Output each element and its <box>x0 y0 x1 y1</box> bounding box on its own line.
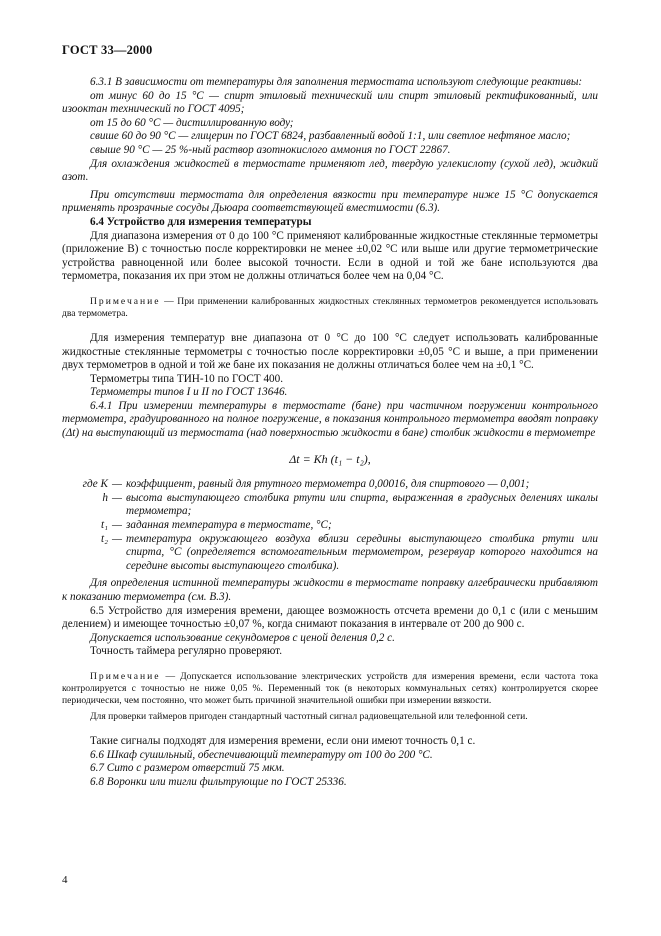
reagent-range-3: свише 60 до 90 °С — глицерин по ГОСТ 6824, разбавленный водой 1:1, или светлое нефтяное масло; <box>90 130 571 143</box>
definition-label: t₂ <box>101 532 108 545</box>
note-1-label: Примечание <box>90 295 161 307</box>
page-header: ГОСТ 33—2000 <box>62 43 153 57</box>
definition-label: где K <box>82 478 108 491</box>
definition-label: t₁ <box>101 519 108 532</box>
definition-t1: t₁ — заданная температура в термостате, °С; <box>62 519 598 533</box>
true-temperature-paragraph: Для определения истинной температуры жидкости в термостате поправку алгебраически прибавляют к показанию термометра (см. В.3). <box>62 577 598 603</box>
clause-6-4-1: 6.4.1 При измерении температуры в термостате (бане) при частичном погружении контрольного термометра, градуированного на полное погружение, в показания контрольного термометра вводят поправку (Δt) на выступающий из термостата (над поверхностью жидкости в бане) столбик жидкости в термометре <box>62 399 598 440</box>
note-1-text: — При применении калиброванных жидкостных стеклянных термометров рекомендуется использовать два термометра. <box>62 295 598 319</box>
definition-text: заданная температура в термостате, °С; <box>126 519 332 532</box>
thermometer-type-tin: Термометры типа ТИН-10 по ГОСТ 400. <box>90 372 284 385</box>
signals-paragraph: Такие сигналы подходят для измерения времени, если они имеют точность 0,1 с. <box>90 734 476 747</box>
definition-text: высота выступающего столбика ртути или спирта, выраженная в градусных делениях шкалы термометра; <box>126 491 598 518</box>
thermometer-types-gost: Термометры типов I и II по ГОСТ 13646. <box>90 386 288 399</box>
clause-6-6: 6.6 Шкаф сушильный, обеспечивающий температуру от 100 до 200 °С. <box>90 748 433 761</box>
definition-k: где K — коэффициент, равный для ртутного термометра 0,00016, для спиртового — 0,001; <box>62 478 598 492</box>
reagent-range-4: свыше 90 °С — 25 %-ный раствор азотнокислого аммония по ГОСТ 22867. <box>90 143 451 156</box>
heading-6-4: 6.4 Устройство для измерения температуры <box>90 215 312 228</box>
note-2 <box>62 671 598 707</box>
clause-6-8: 6.8 Воронки или тигли фильтрующие по ГОСТ 25336. <box>90 775 347 788</box>
stopwatch-paragraph: Допускается использование секундомеров с ценой деления 0,2 с. <box>90 631 395 644</box>
definition-text: температура окружающего воздуха вблизи середины выступающего столбика ртути или спирта, °С (определяется вспомогательным термометром, резервуар которого находится на середине высоты выступающего столбика). <box>126 532 598 572</box>
clause-6-7: 6.7 Сито с размером отверстий 75 мкм. <box>90 762 285 775</box>
clause-6-3-1: 6.3.1 В зависимости от температуры для заполнения термостата используют следующие реактивы: <box>90 76 583 88</box>
thermometer-paragraph: Для диапазона измерения от 0 до 100 °С применяют калиброванные жидкостные стеклянные термометры (приложение В) с точностью после корректировки не менее ±0,02 °С или выше или другие термометрические устройства равноценной или более высокой точности. Если в одной и той же бане используются два термометра, показания их при этом не должны отличаться более чем на 0,04 °С. <box>62 229 598 283</box>
page-content <box>62 76 598 789</box>
note-2-label: Примечание <box>90 670 161 682</box>
clause-6-5: 6.5 Устройство для измерения времени, дающее возможность отсчета времени до 0,1 с (или с меньшим делением) и имеющее точностью ±0,07 %, когда снимают показания в интервале от 200 до 900 с. <box>62 604 598 631</box>
definition-h: h — высота выступающего столбика ртути или спирта, выраженная в градусных делениях шкалы термометра; <box>62 492 598 519</box>
cooling-paragraph: Для охлаждения жидкостей в термостате применяют лед, твердую углекислоту (сухой лед), жидкий азот. <box>62 157 598 184</box>
timer-check-paragraph: Точность таймера регулярно проверяют. <box>90 645 283 658</box>
note-2-paragraph-2: Для проверки таймеров пригоден стандартный частотный сигнал радиовещательной или телефонной сети. <box>90 710 528 722</box>
reagent-range-1: от минус 60 до 15 °С — спирт этиловый технический или спирт этиловый ректификованный, или изооктан технический по ГОСТ 4095; <box>62 89 598 116</box>
note-1 <box>62 296 598 320</box>
correction-formula: Δt = Kh (t₁ − t₂), <box>289 451 371 466</box>
out-of-range-paragraph: Для измерения температур вне диапазона от 0 °С до 100 °С следует использовать калиброванные жидкостные стеклянные термометры с точностью после корректировки ±0,05 °С и выше, а при применении двух термометров в одной и той же бане их показания не должны отличаться более чем на ±0,1 °С. <box>62 331 598 372</box>
definition-text: коэффициент, равный для ртутного термометра 0,00016, для спиртового — 0,001; <box>126 478 530 491</box>
dewar-paragraph: При отсутствии термостата для определения вязкости при температуре ниже 15 °С допускается применять прозрачные сосуды Дьюара соответствующей вместимости (6.3). <box>62 188 598 215</box>
definition-label: h <box>102 491 108 504</box>
reagent-range-2: от 15 до 60 °С — дистиллированную воду; <box>90 116 294 129</box>
definition-t2: t₂ — температура окружающего воздуха вблизи середины выступающего столбика ртути или спирта, °С (определяется вспомогательным термометром, резервуар которого находится на середине высоты выступающего столбика). <box>62 533 598 574</box>
page-number: 4 <box>62 874 68 886</box>
note-2-text: — Допускается использование электрических устройств для измерения времени, если частота тока контролируется с точностью не ниже 0,05 %. Переменный ток (в некоторых коммунальных сетях) контролируется скорее периодически, чем постоянно, что может быть причиной значительной ошибки при измерении вязкости. <box>62 670 598 706</box>
